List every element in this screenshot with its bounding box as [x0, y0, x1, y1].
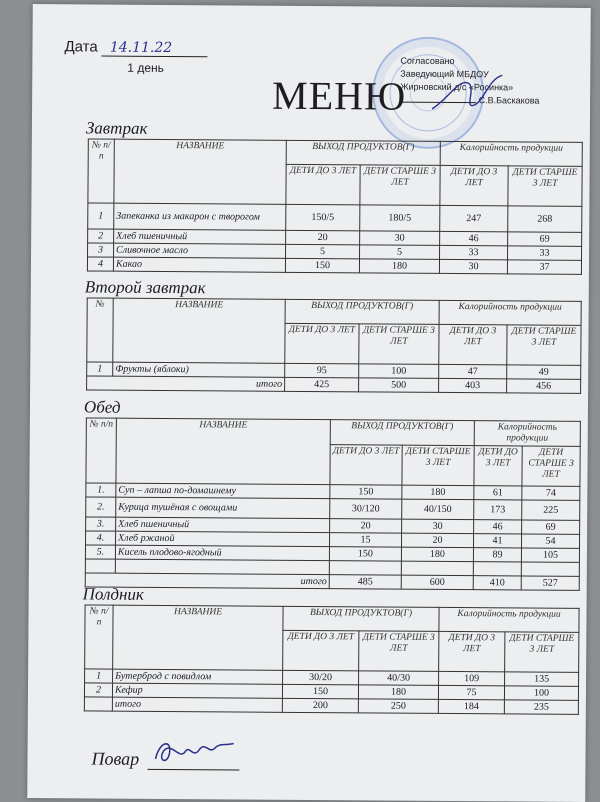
row-number: 4 — [87, 257, 113, 271]
output-over3: 100 — [359, 364, 439, 379]
afternoon-snack-table — [84, 604, 580, 714]
dish-name: Запеканка из макарон с творогом — [114, 203, 286, 230]
total-label: итого — [112, 697, 282, 712]
row-number: 3 — [88, 243, 114, 257]
output-over3: 30 — [402, 519, 474, 534]
output-under3: 30/120 — [330, 499, 402, 520]
total-label: итого — [87, 376, 285, 391]
dish-name: Сливочное масло — [114, 243, 286, 258]
date-line — [64, 38, 208, 57]
output-over3: 20 — [401, 533, 473, 548]
col-output-over3: ДЕТИ СТАРШЕ 3 ЛЕТ — [360, 165, 440, 206]
col-output-under3: ДЕТИ ДО 3 ЛЕТ — [285, 323, 359, 364]
col-cal-under3: ДЕТИ ДО 3 ЛЕТ — [474, 446, 522, 486]
empty-cell — [473, 562, 521, 576]
col-output-under3: ДЕТИ ДО 3 ЛЕТ — [283, 630, 359, 671]
total-calories-under3: 184 — [438, 699, 504, 713]
col-output: ВЫХОД ПРОДУКТОВ(Г) — [283, 606, 439, 631]
total-output-under3: 485 — [329, 575, 401, 590]
menu-sheet — [27, 4, 591, 802]
col-calories: Калорийность продукции — [474, 421, 580, 447]
calories-under3: 46 — [474, 520, 522, 534]
col-cal-over3: ДЕТИ СТАРШЕ 3 ЛЕТ — [507, 325, 581, 366]
total-label: итого — [85, 573, 329, 589]
calories-under3: 109 — [439, 671, 505, 685]
calories-under3: 89 — [473, 548, 521, 562]
approval-line-1: Согласовано — [400, 55, 455, 67]
output-under3: 5 — [286, 244, 360, 259]
col-cal-under3: ДЕТИ ДО 3 ЛЕТ — [439, 631, 505, 671]
col-cal-over3: ДЕТИ СТАРШЕ 3 ЛЕТ — [522, 446, 580, 486]
second-breakfast-table — [86, 297, 582, 393]
dish-name: Кисель плодово-ягодный — [115, 545, 329, 560]
output-under3: 95 — [285, 363, 359, 378]
total-row — [84, 697, 578, 714]
output-under3: 30/20 — [283, 670, 359, 685]
row-number: 5. — [85, 545, 115, 559]
calories-under3: 61 — [474, 486, 522, 500]
calories-over3: 74 — [522, 486, 580, 500]
total-calories-under3: 403 — [439, 378, 507, 392]
col-output-over3: ДЕТИ СТАРШЕ 3 ЛЕТ — [359, 324, 439, 365]
dish-name: Фрукты (яблоки) — [113, 362, 285, 377]
output-over3: 180/5 — [360, 205, 440, 232]
output-under3: 150/5 — [286, 204, 360, 231]
dish-name: Бутерброд с повидлом — [113, 669, 283, 684]
output-over3: 5 — [360, 245, 440, 260]
total-output-over3: 500 — [359, 378, 439, 393]
calories-under3: 247 — [440, 205, 508, 231]
empty-cell — [115, 559, 329, 574]
calories-over3: 37 — [507, 260, 581, 275]
output-under3: 20 — [286, 230, 360, 245]
col-output: ВЫХОД ПРОДУКТОВ(Г) — [285, 299, 439, 324]
output-under3: 150 — [329, 547, 401, 562]
dish-name: Кефир — [112, 683, 282, 698]
table-row — [87, 257, 581, 274]
cook-signature-icon — [149, 735, 239, 770]
empty-cell — [401, 561, 473, 576]
date-label: Дата — [64, 38, 98, 56]
col-output: ВЫХОД ПРОДУКТОВ(Г) — [286, 140, 440, 165]
empty-cell — [521, 562, 579, 576]
col-name: НАЗВАНИЕ — [113, 298, 285, 363]
dish-name: Хлеб пшеничный — [114, 229, 286, 244]
section-title-breakfast: Завтрак — [85, 118, 148, 138]
col-output-under3: ДЕТИ ДО 3 ЛЕТ — [330, 445, 402, 486]
row-number: 3. — [86, 517, 116, 531]
col-num: № п/п — [86, 418, 116, 483]
col-name: НАЗВАНИЕ — [114, 139, 286, 204]
calories-over3: 33 — [508, 246, 582, 261]
calories-over3: 135 — [505, 672, 579, 687]
total-output-under3: 425 — [285, 377, 359, 392]
output-over3: 30 — [360, 231, 440, 246]
page-title: МЕНЮ — [271, 72, 407, 119]
output-over3: 180 — [359, 259, 439, 274]
table-row — [88, 203, 582, 232]
date-value: 14.11.22 — [102, 40, 208, 58]
output-under3: 20 — [330, 519, 402, 534]
total-row — [85, 573, 579, 590]
dish-name: Хлеб пшеничный — [116, 517, 330, 532]
approval-line-2: Заведующий МБДОУ — [400, 68, 489, 80]
calories-under3: 173 — [474, 500, 522, 520]
calories-under3: 41 — [474, 534, 522, 548]
approval-line-3: Жирновский д/с «Росинка» — [400, 81, 514, 93]
dish-name: Суп – лапша по-домашнему — [116, 483, 330, 498]
row-number: 2. — [86, 497, 116, 517]
lunch-table — [85, 417, 581, 590]
section-title-second-breakfast: Второй завтрак — [84, 277, 206, 298]
col-output: ВЫХОД ПРОДУКТОВ(Г) — [330, 420, 474, 446]
col-name: НАЗВАНИЕ — [113, 605, 283, 670]
row-number: 1 — [85, 669, 113, 683]
calories-over3: 100 — [504, 686, 578, 701]
calories-over3: 105 — [521, 548, 579, 562]
total-calories-over3: 527 — [521, 576, 579, 590]
row-number: 4. — [86, 531, 116, 545]
calories-over3: 268 — [508, 206, 582, 233]
calories-over3: 225 — [522, 500, 580, 520]
output-over3: 40/30 — [359, 671, 439, 686]
col-output-over3: ДЕТИ СТАРШЕ 3 ЛЕТ — [359, 631, 439, 672]
total-output-under3: 200 — [282, 698, 358, 713]
calories-under3: 75 — [438, 685, 504, 699]
section-title-lunch: Обед — [83, 397, 121, 417]
dish-name: Какао — [113, 257, 285, 272]
output-under3: 150 — [330, 485, 402, 500]
calories-over3: 69 — [508, 232, 582, 247]
output-under3: 150 — [285, 258, 359, 273]
col-calories: Калорийность продукции — [439, 300, 581, 325]
output-under3: 15 — [329, 533, 401, 548]
calories-under3: 33 — [440, 245, 508, 259]
breakfast-table — [87, 138, 583, 274]
empty-cell — [85, 559, 115, 573]
output-over3: 180 — [358, 685, 438, 700]
calories-under3: 30 — [439, 259, 507, 273]
total-calories-over3: 456 — [507, 379, 581, 394]
total-calories-over3: 235 — [504, 700, 578, 715]
calories-under3: 47 — [439, 364, 507, 378]
total-calories-under3: 410 — [473, 576, 521, 590]
dish-name: Хлеб ржаной — [116, 531, 330, 546]
cook-label: Повар — [91, 748, 140, 769]
col-calories: Калорийность продукции — [439, 607, 579, 632]
day-label: 1 день — [127, 60, 164, 75]
col-output-over3: ДЕТИ СТАРШЕ 3 ЛЕТ — [402, 445, 474, 486]
row-number: 1 — [87, 362, 113, 376]
dish-name: Курица тушёная с овощами — [116, 497, 330, 518]
output-over3: 180 — [401, 547, 473, 562]
col-output-under3: ДЕТИ ДО 3 ЛЕТ — [286, 164, 360, 205]
col-name: НАЗВАНИЕ — [116, 418, 330, 484]
calories-over3: 69 — [522, 520, 580, 534]
calories-under3: 46 — [440, 231, 508, 245]
row-number: 2 — [84, 683, 112, 697]
col-num: № п/п — [88, 139, 114, 203]
total-row — [87, 376, 581, 393]
col-num: № — [87, 298, 113, 362]
col-cal-over3: ДЕТИ СТАРШЕ 3 ЛЕТ — [508, 166, 582, 207]
total-output-over3: 600 — [401, 575, 473, 590]
col-cal-over3: ДЕТИ СТАРШЕ 3 ЛЕТ — [505, 632, 579, 673]
output-over3: 40/150 — [402, 499, 474, 520]
calories-over3: 49 — [507, 365, 581, 380]
col-calories: Калорийность продукции — [440, 141, 582, 166]
col-num: № п/п — [85, 605, 113, 669]
col-cal-under3: ДЕТИ ДО 3 ЛЕТ — [439, 324, 507, 364]
col-cal-under3: ДЕТИ ДО 3 ЛЕТ — [440, 165, 508, 205]
approval-signer: С.В.Баскакова — [478, 95, 540, 106]
row-number: 2 — [88, 229, 114, 243]
row-number: 1. — [86, 483, 116, 497]
section-title-afternoon-snack: Полдник — [82, 584, 144, 604]
output-over3: 180 — [402, 485, 474, 500]
empty-cell — [84, 697, 112, 711]
total-output-over3: 250 — [358, 699, 438, 714]
calories-over3: 54 — [522, 534, 580, 548]
empty-cell — [329, 561, 401, 576]
approver-signature-icon — [428, 69, 508, 120]
output-under3: 150 — [282, 684, 358, 699]
row-number: 1 — [88, 203, 114, 229]
